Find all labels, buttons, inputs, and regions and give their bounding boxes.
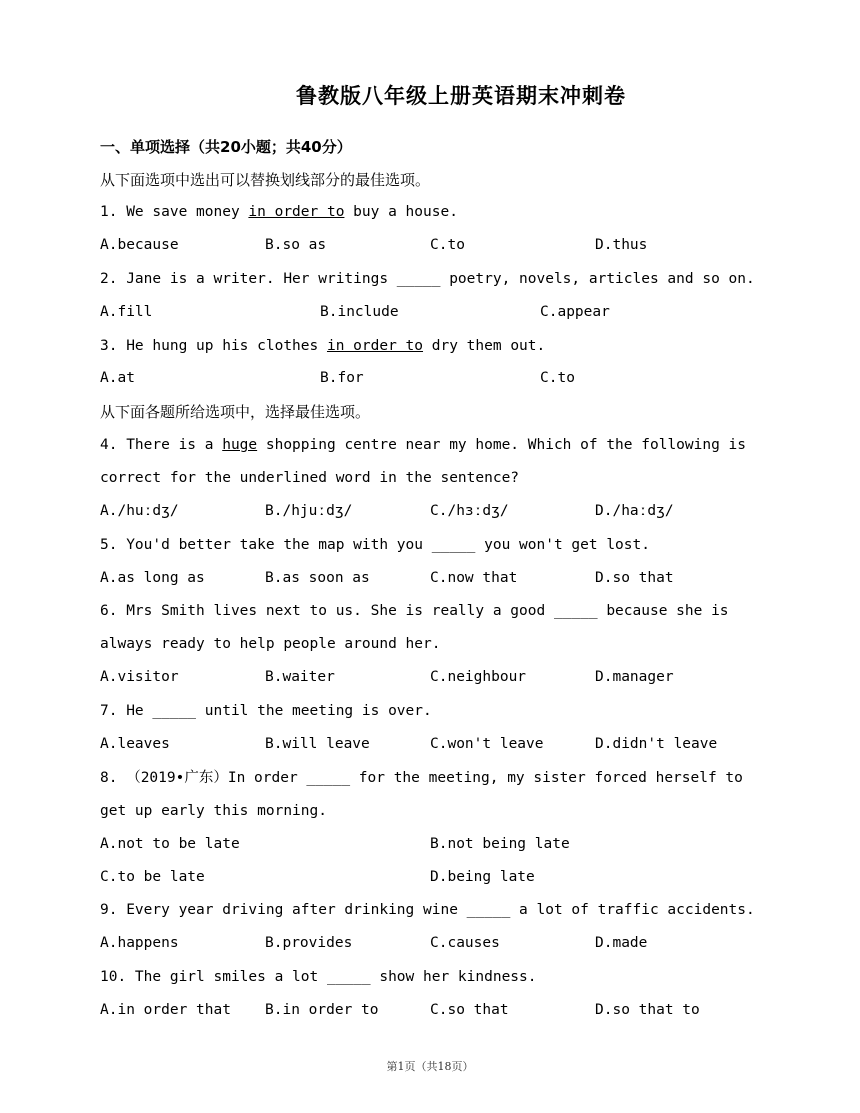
- question-3-underlined: in order to: [326, 338, 424, 354]
- question-6-option-c: C.neighbour: [430, 669, 527, 685]
- question-7: 7. He _____ until the meeting is over.: [100, 703, 432, 719]
- question-10: 10. The girl smiles a lot _____ show her kindness.: [100, 969, 537, 985]
- question-6-line-2: always ready to help people around her.: [100, 636, 441, 652]
- question-4-option-c: C./hɜːdʒ/: [430, 503, 509, 519]
- question-9-option-a: A.happens: [100, 935, 179, 951]
- question-1-post: buy a house.: [344, 204, 458, 220]
- question-10-option-d: D.so that to: [595, 1002, 700, 1018]
- question-9-option-c: C.causes: [430, 935, 500, 951]
- question-9-option-b: B.provides: [265, 935, 353, 951]
- question-2-option-c: C.appear: [540, 304, 610, 320]
- question-6-option-a: A.visitor: [100, 669, 179, 685]
- question-5: 5. You'd better take the map with you _____ you won't get lost.: [100, 537, 650, 553]
- question-5-option-d: D.so that: [595, 570, 674, 586]
- question-1-option-a: A.because: [100, 237, 179, 253]
- question-4-underlined: huge: [222, 437, 258, 453]
- question-6: 6. Mrs Smith lives next to us. She is really a good _____ because she is: [100, 603, 729, 619]
- question-1: [100, 202, 458, 222]
- question-5-option-a: A.as long as: [100, 570, 205, 586]
- question-8-option-c: C.to be late: [100, 869, 205, 885]
- question-2-option-a: A.fill: [100, 304, 153, 320]
- question-4-option-a: A./huːdʒ/: [100, 503, 179, 519]
- page-title: 鲁教版八年级上册英语期末冲刺卷: [296, 83, 626, 108]
- question-2: 2. Jane is a writer. Her writings _____ poetry, novels, articles and so on.: [100, 271, 755, 287]
- question-10-option-c: C.so that: [430, 1002, 509, 1018]
- question-1-pre: 1. We save money: [100, 204, 249, 220]
- question-8-option-b: B.not being late: [430, 836, 570, 852]
- question-4: [100, 435, 746, 455]
- question-5-option-c: C.now that: [430, 570, 518, 586]
- question-10-option-a: A.in order that: [100, 1002, 231, 1018]
- question-7-option-d: D.didn't leave: [595, 736, 718, 752]
- question-4-option-d: D./haːdʒ/: [595, 503, 674, 519]
- question-3-option-a: A.at: [100, 370, 135, 386]
- question-10-option-b: B.in order to: [265, 1002, 379, 1018]
- question-1-option-d: D.thus: [595, 237, 648, 253]
- question-9-option-d: D.made: [595, 935, 648, 951]
- question-8-option-d: D.being late: [430, 869, 535, 885]
- question-1-underlined: in order to: [248, 204, 345, 220]
- question-6-option-b: B.waiter: [265, 669, 335, 685]
- question-3-option-c: C.to: [540, 370, 575, 386]
- question-8-line-2: get up early this morning.: [100, 803, 327, 819]
- question-8-option-a: A.not to be late: [100, 836, 240, 852]
- question-3-post: dry them out.: [423, 338, 546, 354]
- question-4-post: shopping centre near my home. Which of the following is: [257, 437, 747, 453]
- instruction-replace: 从下面选项中选出可以替换划线部分的最佳选项。: [100, 171, 431, 189]
- question-1-option-c: C.to: [430, 237, 465, 253]
- question-3: [100, 336, 545, 356]
- instruction-choose: 从下面各题所给选项中，选择最佳选项。: [100, 403, 371, 421]
- question-4-line-2: correct for the underlined word in the sentence?: [100, 470, 520, 486]
- section-heading: 一、单项选择（共20小题；共40分）: [100, 138, 352, 156]
- page-footer: 第1页（共18页）: [386, 1060, 474, 1073]
- question-1-option-b: B.so as: [265, 237, 327, 253]
- question-9: 9. Every year driving after drinking wine _____ a lot of traffic accidents.: [100, 902, 755, 918]
- question-7-option-b: B.will leave: [265, 736, 370, 752]
- question-8: 8. （2019•广东）In order _____ for the meeting, my sister forced herself to: [100, 770, 743, 786]
- question-4-option-b: B./hjuːdʒ/: [265, 503, 353, 519]
- question-7-option-c: C.won't leave: [430, 736, 544, 752]
- question-6-option-d: D.manager: [595, 669, 674, 685]
- question-3-option-b: B.for: [320, 370, 364, 386]
- question-4-pre: 4. There is a: [100, 437, 223, 453]
- question-7-option-a: A.leaves: [100, 736, 170, 752]
- question-2-option-b: B.include: [320, 304, 399, 320]
- question-3-pre: 3. He hung up his clothes: [100, 338, 327, 354]
- question-5-option-b: B.as soon as: [265, 570, 370, 586]
